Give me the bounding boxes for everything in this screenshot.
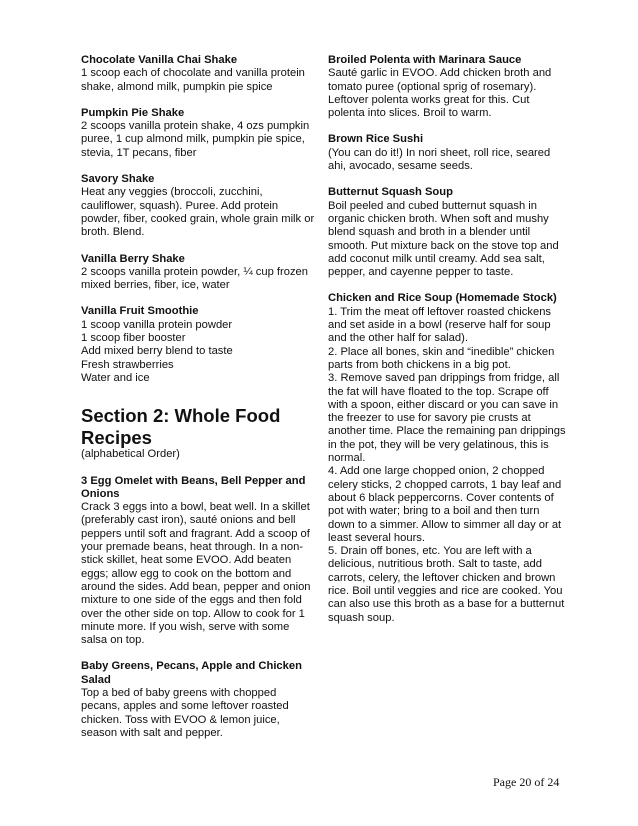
- recipe-title: Vanilla Fruit Smoothie: [81, 305, 199, 318]
- recipe-text: 2. Place all bones, skin and “inedible” chicken parts from both chickens in a big pot.: [328, 345, 555, 371]
- recipe-text: Heat any veggies (broccoli, zucchini, cauliflower, squash). Puree. Add protein powder, fiber, cooked grain, whole grain milk or broth. Blend.: [81, 186, 315, 239]
- recipe-title: Baby Greens, Pecans, Apple and Chicken Salad: [81, 660, 302, 686]
- recipe: [81, 54, 317, 94]
- recipe: [81, 475, 317, 648]
- right-recipes: [328, 54, 566, 625]
- recipe-title: Brown Rice Sushi: [328, 133, 424, 146]
- recipe-text: Add mixed berry blend to taste: [81, 345, 233, 358]
- recipe-text: 3. Remove saved pan drippings from fridge, all the fat will have floated to the top. Scrape off with a spoon, either discard or you can save in the freezer to use for savory pie crusts at another time. Place the remaining pan drippings in the pot, they will be very gelatinous, this is normal.: [328, 372, 566, 465]
- recipe-text: Top a bed of baby greens with chopped pecans, apples and some leftover roasted chicken. Toss with EVOO & lemon juice, season with salt and pepper.: [81, 686, 289, 739]
- recipe-title: Chocolate Vanilla Chai Shake: [81, 54, 238, 66]
- recipe: [328, 54, 566, 120]
- left-recipes-before: [81, 54, 317, 385]
- recipe: [328, 292, 566, 624]
- recipe-text: 2 scoops vanilla protein shake, 4 ozs pumpkin puree, 1 cup almond milk, pumpkin pie spice, stevia, 1T pecans, fiber: [81, 120, 310, 159]
- recipe: [81, 253, 317, 293]
- recipe: [81, 173, 317, 239]
- page-number: Page 20 of 24: [493, 775, 560, 789]
- recipe-title: Butternut Squash Soup: [328, 186, 453, 199]
- recipe-text: Fresh strawberries: [81, 358, 174, 371]
- recipe: [81, 107, 317, 160]
- section-subheading: (alphabetical Order): [81, 448, 180, 461]
- recipe-text: Water and ice: [81, 371, 150, 384]
- recipe-text: (You can do it!) In nori sheet, roll rice, seared ahi, avocado, sesame seeds.: [328, 146, 551, 173]
- left-column: [81, 54, 317, 753]
- recipe-text: Boil peeled and cubed butternut squash in organic chicken broth. When soft and mushy blend squash and broth in a blender until smooth. Put mixture back on the stove top and add coconut milk until creamy. Add sea salt, pepper, and cayenne pepper to taste.: [328, 199, 559, 279]
- recipe-title: 3 Egg Omelet with Beans, Bell Pepper and Onions: [81, 474, 306, 500]
- recipe: [328, 186, 566, 279]
- recipe-title: Savory Shake: [81, 173, 155, 186]
- section-heading: Section 2: Whole Food Recipes: [81, 405, 281, 448]
- recipe-title: Vanilla Berry Shake: [81, 252, 185, 265]
- recipe-text: 2 scoops vanilla protein powder, ¼ cup frozen mixed berries, fiber, ice, water: [81, 265, 308, 292]
- recipe-text: 5. Drain off bones, etc. You are left with a delicious, nutritious broth. Salt to taste, add carrots, celery, the leftover chicken and brown rice. Boil until veggies and rice are cooked. You can also use this broth as a base for a butternut squash soup.: [328, 545, 565, 624]
- left-recipes-after: [81, 475, 317, 741]
- recipe-title: Chicken and Rice Soup (Homemade Stock): [328, 292, 557, 305]
- recipe-text: Crack 3 eggs into a bowl, beat well. In a skillet (preferably cast iron), sauté onions and bell peppers until soft and fragrant. Add a scoop of your premade beans, heat through. In a non-stick skillet, heat some EVOO. Add beaten eggs; allow egg to cook on the bottom and around the sides. Add bean, pepper and onion mixture to one side of the eggs and then fold over the other side on top. Allow to cook for 1 minute more. If you wish, serve with some salsa on top.: [81, 501, 311, 647]
- recipe-text: 1 scoop fiber booster: [81, 332, 186, 345]
- recipe-text: 1 scoop each of chocolate and vanilla protein shake, almond milk, pumpkin pie spice: [81, 67, 305, 93]
- recipe-title: Broiled Polenta with Marinara Sauce: [328, 54, 522, 66]
- right-column: [328, 54, 566, 638]
- recipe-text: 1. Trim the meat off leftover roasted chickens and set aside in a bowl (reserve half for soup and the other half for salad).: [328, 305, 552, 345]
- recipe-title: Pumpkin Pie Shake: [81, 106, 185, 119]
- recipe-text: 1 scoop vanilla protein powder: [81, 318, 233, 331]
- recipe: [81, 305, 317, 385]
- recipe-text: 4. Add one large chopped onion, 2 chopped celery sticks, 2 chopped carrots, 1 bay leaf and about 6 black peppercorns. Cover contents of pot with water; bring to a boil and then turn down to a simmer. Allow to simmer all day or at least several hours.: [328, 465, 562, 544]
- recipe-text: Sauté garlic in EVOO. Add chicken broth and tomato puree (optional sprig of rosemary). Leftover polenta works great for this. Cut polenta into slices. Broil to warm.: [328, 67, 552, 120]
- recipe: [81, 660, 317, 740]
- recipe: [328, 133, 566, 173]
